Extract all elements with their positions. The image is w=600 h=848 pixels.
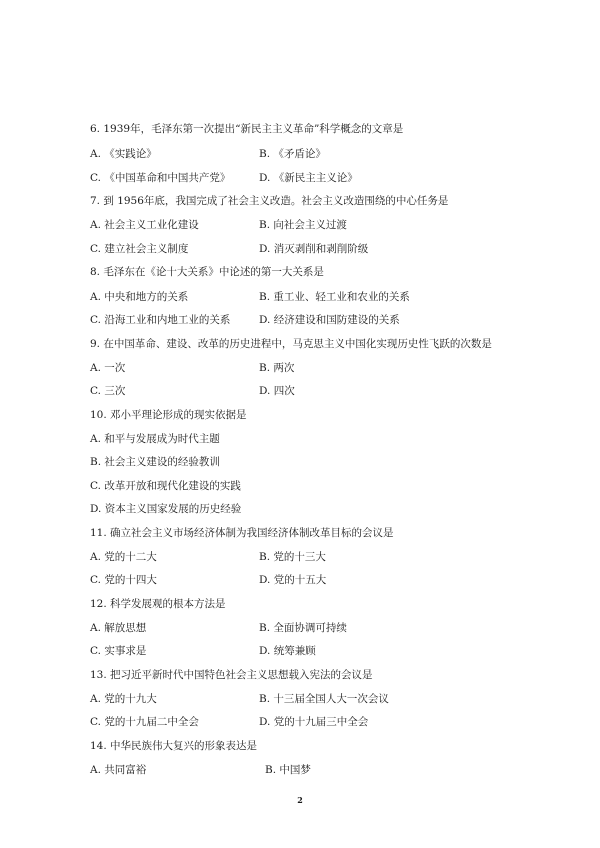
question-stem: 11. 确立社会主义市场经济体制为我国经济体制改革目标的会议是 — [90, 527, 394, 539]
question-stem: 8. 毛泽东在《论十大关系》中论述的第一大关系是 — [90, 266, 324, 278]
option-c: C. 沿海工业和内地工业的关系 — [90, 314, 231, 326]
option-c: C. 建立社会主义制度 — [90, 243, 189, 255]
question-stem: 7. 到 1956年底，我国完成了社会主义改造。社会主义改造围绕的中心任务是 — [90, 195, 449, 207]
option-d: D. 消灭剥削和剥削阶级 — [259, 243, 369, 255]
option-a: A. 《实践论》 — [90, 148, 157, 160]
option-b: B. 党的十三大 — [259, 551, 326, 563]
option-b: B. 向社会主义过渡 — [259, 219, 347, 231]
option-a: A. 解放思想 — [90, 622, 147, 634]
option-c: C. 实事求是 — [90, 645, 147, 657]
option-d: D. 四次 — [259, 385, 295, 397]
option-b: B. 社会主义建设的经验教训 — [90, 456, 220, 468]
option-d: D. 经济建设和国防建设的关系 — [259, 314, 400, 326]
option-c: C. 党的十四大 — [90, 574, 157, 586]
question-stem: 6. 1939年，毛泽东第一次提出“新民主主义革命”科学概念的文章是 — [90, 123, 404, 135]
option-d: D. 《新民主主义论》 — [259, 172, 358, 184]
option-a: A. 党的十九大 — [90, 693, 157, 705]
option-a: A. 一次 — [90, 362, 126, 374]
option-b: B. 重工业、轻工业和农业的关系 — [259, 291, 410, 303]
option-b: B. 两次 — [259, 362, 295, 374]
page-number: 2 — [297, 795, 303, 805]
option-a: A. 中央和地方的关系 — [90, 291, 189, 303]
option-b: B. 中国梦 — [265, 764, 311, 776]
option-a: A. 共同富裕 — [90, 764, 147, 776]
question-stem: 12. 科学发展观的根本方法是 — [90, 598, 226, 610]
option-a: A. 和平与发展成为时代主题 — [90, 433, 220, 445]
option-a: A. 党的十二大 — [90, 551, 157, 563]
question-stem: 14. 中华民族伟大复兴的形象表达是 — [90, 740, 258, 752]
option-b: B. 十三届全国人大一次会议 — [259, 693, 389, 705]
option-d: D. 资本主义国家发展的历史经验 — [90, 503, 242, 515]
question-stem: 13. 把习近平新时代中国特色社会主义思想载入宪法的会议是 — [90, 669, 373, 681]
option-c: C. 《中国革命和中国共产党》 — [90, 172, 231, 184]
option-c: C. 三次 — [90, 385, 126, 397]
option-b: B. 《矛盾论》 — [259, 148, 326, 160]
question-stem: 9. 在中国革命、建设、改革的历史进程中，马克思主义中国化实现历史性飞跃的次数是 — [90, 338, 492, 350]
option-d: D. 党的十九届三中全会 — [259, 716, 369, 728]
option-a: A. 社会主义工业化建设 — [90, 219, 199, 231]
option-c: C. 改革开放和现代化建设的实践 — [90, 480, 241, 492]
option-c: C. 党的十九届二中全会 — [90, 716, 199, 728]
option-d: D. 党的十五大 — [259, 574, 327, 586]
question-stem: 10. 邓小平理论形成的现实依据是 — [90, 409, 247, 421]
option-d: D. 统筹兼顾 — [259, 645, 316, 657]
option-b: B. 全面协调可持续 — [259, 622, 347, 634]
